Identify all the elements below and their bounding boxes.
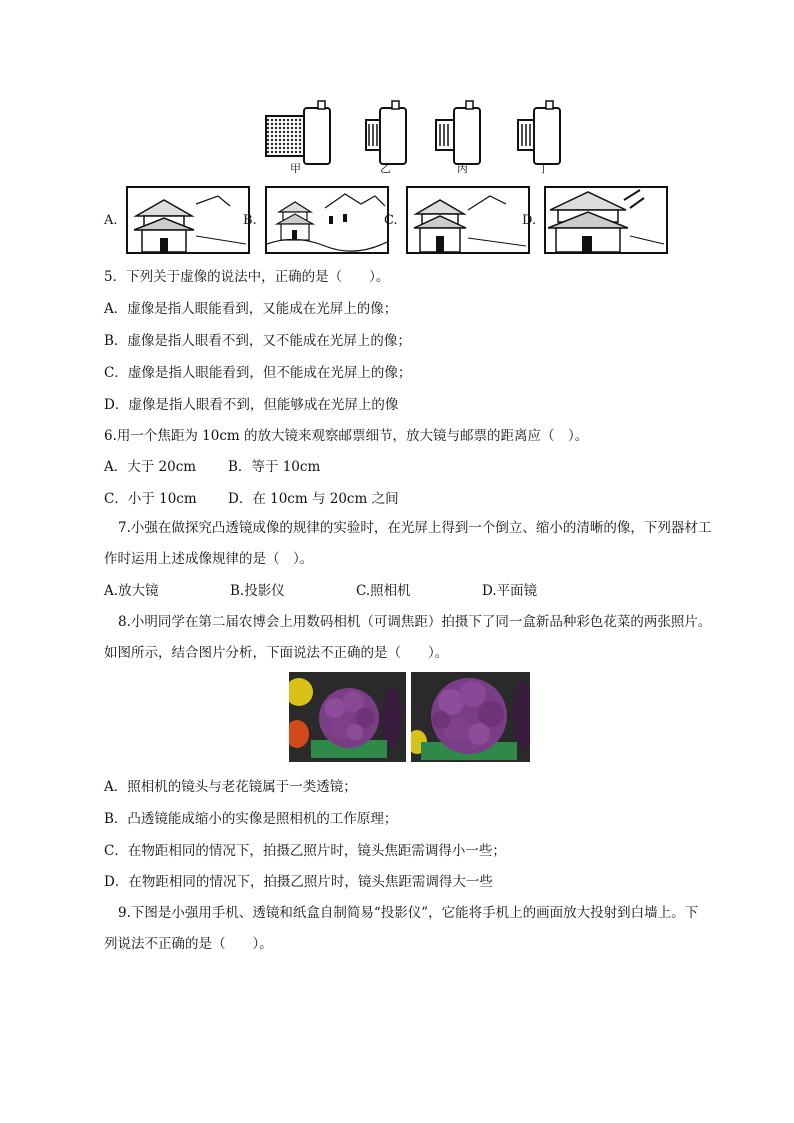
pic-choice-d-label: D. <box>522 213 537 228</box>
pagoda-picture-b <box>265 186 389 254</box>
q8-stem-line2: 如图所示，结合图片分析，下面说法不正确的是（ ）。 <box>104 645 449 661</box>
camera-label-jia: 甲 <box>290 162 301 175</box>
q5-stem: 5．下列关于虚像的说法中，正确的是（ ）。 <box>104 269 390 285</box>
q6-option-b: B．等于 10cm <box>228 459 321 475</box>
q7-option-b: B.投影仪 <box>230 583 285 599</box>
q8-option-a: A．照相机的镜头与老花镜属于一类透镜； <box>104 779 357 795</box>
q7-option-d: D.平面镜 <box>482 583 538 599</box>
pagoda-picture-d <box>544 186 668 254</box>
q6-option-a: A．大于 20cm <box>104 459 197 475</box>
q9-stem-line1: 9.下图是小强用手机、透镜和纸盒自制简易“投影仪”，它能将手机上的画面放大投射到白墙上。下 <box>118 905 699 921</box>
camera-bing-figure <box>432 98 512 188</box>
q8-option-b: B．凸透镜能成缩小的实像是照相机的工作原理； <box>104 811 398 827</box>
q7-stem-line1: 7.小强在做探究凸透镜成像的规律的实验时，在光屏上得到一个倒立、缩小的清晰的像，下列器材工 <box>118 520 712 536</box>
cauliflower-photo-jia <box>289 672 406 762</box>
camera-ding-figure <box>512 98 592 188</box>
q5-option-c: C．虚像是指人眼能看到，但不能成在光屏上的像； <box>104 365 412 381</box>
q8-stem-line1: 8.小明同学在第二届农博会上用数码相机（可调焦距）拍摄下了同一盒新品种彩色花菜的两张照片。 <box>118 614 712 630</box>
q6-stem: 6.用一个焦距为 10cm 的放大镜来观察邮票细节，放大镜与邮票的距离应（ ）。 <box>104 428 589 444</box>
q7-option-a: A.放大镜 <box>104 583 159 599</box>
q7-stem-line2: 作时运用上述成像规律的是（ ）。 <box>104 551 314 567</box>
q9-stem-line2: 列说法不正确的是（ ）。 <box>104 936 273 952</box>
q6-option-d: D．在 10cm 与 20cm 之间 <box>228 491 399 507</box>
q5-option-d: D．虚像是指人眼看不到，但能够成在光屏上的像 <box>104 397 399 413</box>
pic-choice-c-label: C. <box>384 213 398 228</box>
pic-choice-b-label: B. <box>243 213 257 228</box>
q6-option-c: C．小于 10cm <box>104 491 197 507</box>
q7-option-c: C.照相机 <box>356 583 411 599</box>
pic-choice-a-label: A. <box>104 213 118 228</box>
camera-yi-figure <box>360 98 440 188</box>
pagoda-picture-a <box>126 186 250 254</box>
q8-option-c: C．在物距相同的情况下，拍摄乙照片时，镜头焦距需调得小一些； <box>104 843 506 859</box>
q5-option-a: A．虚像是指人眼能看到，又能成在光屏上的像； <box>104 301 398 317</box>
camera-label-yi: 乙 <box>380 162 391 175</box>
pagoda-picture-c <box>406 186 530 254</box>
q8-option-d: D．在物距相同的情况下，拍摄乙照片时，镜头焦距需调得大一些 <box>104 874 493 890</box>
camera-label-bing: 丙 <box>457 162 468 175</box>
camera-jia-figure <box>262 98 342 188</box>
cauliflower-photo-yi <box>411 672 530 762</box>
camera-label-ding: 丁 <box>538 162 549 175</box>
q5-option-b: B．虚像是指人眼看不到，又不能成在光屏上的像； <box>104 333 411 349</box>
